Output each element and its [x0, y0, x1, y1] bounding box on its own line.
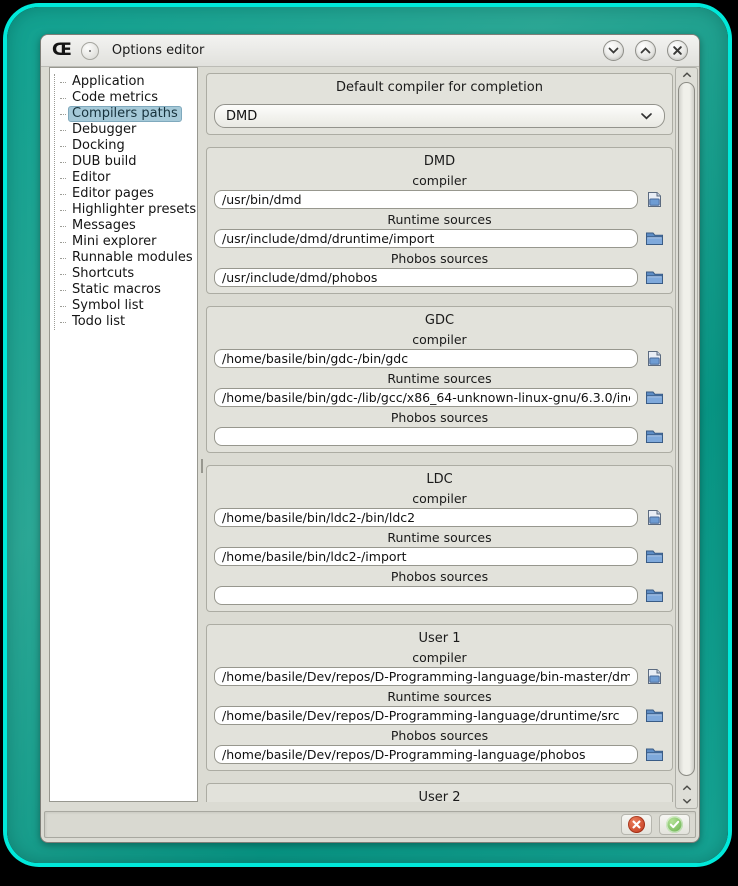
browse-folder-button[interactable]	[644, 427, 665, 446]
cancel-button[interactable]	[621, 814, 652, 835]
sidebar-item-highlighter-presets[interactable]: Highlighter presets	[60, 202, 197, 218]
group-title: DMD	[423, 154, 456, 169]
field-label: compiler	[412, 332, 467, 347]
sidebar-item-static-macros[interactable]: Static macros	[60, 282, 197, 298]
field-label: Phobos sources	[390, 251, 489, 266]
compiler-group-dmd	[206, 147, 673, 294]
folder-icon	[645, 230, 664, 247]
sidebar-item-todo-list[interactable]: Todo list	[60, 314, 197, 330]
field-label: compiler	[412, 491, 467, 506]
field-label: Runtime sources	[387, 371, 492, 386]
titlebar[interactable]	[41, 35, 699, 67]
scroll-down-button[interactable]	[676, 794, 697, 807]
browse-file-button[interactable]	[644, 508, 665, 527]
gdc-compiler-path-input[interactable]	[214, 349, 638, 368]
browse-file-button[interactable]	[644, 667, 665, 686]
sidebar-item-runnable-modules[interactable]: Runnable modules	[60, 250, 197, 266]
chevron-up-icon	[640, 47, 651, 54]
ldc-compiler-path-input[interactable]	[214, 508, 638, 527]
sidebar-item-editor-pages[interactable]: Editor pages	[60, 186, 197, 202]
dmd-compiler-path-input[interactable]	[214, 190, 638, 209]
chevron-up-icon	[682, 72, 692, 78]
sidebar-item-compilers-paths[interactable]: Compilers paths	[60, 106, 197, 122]
category-tree	[54, 74, 197, 330]
sidebar-item-code-metrics[interactable]: Code metrics	[60, 90, 197, 106]
sidebar-item-application[interactable]: Application	[60, 74, 197, 90]
dmd-runtime-sources-input[interactable]	[214, 229, 638, 248]
accept-check-icon	[666, 816, 683, 833]
sidebar-item-debugger[interactable]: Debugger	[60, 122, 197, 138]
browse-file-button[interactable]	[644, 349, 665, 368]
compiler-group-user1	[206, 624, 673, 771]
group-title: LDC	[426, 472, 453, 487]
accept-button[interactable]	[659, 814, 690, 835]
field-label: Runtime sources	[387, 530, 492, 545]
scrollbar-thumb[interactable]	[678, 82, 695, 776]
cancel-cross-icon	[628, 816, 645, 833]
group-title: User 2	[418, 790, 461, 802]
folder-icon	[645, 269, 664, 286]
field-label: Phobos sources	[390, 728, 489, 743]
file-icon	[645, 349, 664, 368]
compiler-group-ldc	[206, 465, 673, 612]
window-controls	[603, 40, 688, 61]
chevron-down-icon	[640, 112, 653, 120]
file-icon	[645, 190, 664, 209]
statusbar	[44, 811, 696, 838]
field-label: Runtime sources	[387, 689, 492, 704]
scroll-up-button-bottom[interactable]	[676, 781, 697, 794]
settings-viewport	[206, 67, 673, 802]
default-compiler-select[interactable]	[214, 104, 665, 128]
chevron-up-icon	[682, 785, 692, 791]
ldc-runtime-sources-input[interactable]	[214, 547, 638, 566]
window-title: Options editor	[111, 43, 205, 58]
sidebar-splitter[interactable]	[198, 67, 206, 802]
dmd-phobos-sources-input[interactable]	[214, 268, 638, 287]
compiler-group-gdc	[206, 306, 673, 453]
combo-value: DMD	[226, 108, 258, 124]
browse-folder-button[interactable]	[644, 586, 665, 605]
user1-runtime-sources-input[interactable]	[214, 706, 638, 725]
folder-icon	[645, 707, 664, 724]
file-icon	[645, 667, 664, 686]
chevron-down-icon	[608, 47, 619, 54]
folder-icon	[645, 746, 664, 763]
compiler-group-user2	[206, 783, 673, 802]
gdc-phobos-sources-input[interactable]	[214, 427, 638, 446]
browse-file-button[interactable]	[644, 190, 665, 209]
folder-icon	[645, 428, 664, 445]
chevron-down-icon	[682, 798, 692, 804]
group-title: Default compiler for completion	[336, 80, 543, 95]
roll-down-button[interactable]	[603, 40, 624, 61]
field-label: compiler	[412, 173, 467, 188]
user1-compiler-path-input[interactable]	[214, 667, 638, 686]
sidebar-item-symbol-list[interactable]: Symbol list	[60, 298, 197, 314]
default-compiler-group	[206, 73, 673, 135]
category-sidebar	[49, 67, 198, 802]
close-button[interactable]	[667, 40, 688, 61]
gdc-runtime-sources-input[interactable]	[214, 388, 638, 407]
scroll-up-button[interactable]	[676, 68, 697, 82]
browse-folder-button[interactable]	[644, 229, 665, 248]
browse-folder-button[interactable]	[644, 547, 665, 566]
user1-phobos-sources-input[interactable]	[214, 745, 638, 764]
main-scrollbar[interactable]	[675, 67, 698, 809]
group-title: User 1	[418, 631, 461, 646]
browse-folder-button[interactable]	[644, 706, 665, 725]
group-title: GDC	[424, 313, 455, 328]
sidebar-item-messages[interactable]: Messages	[60, 218, 197, 234]
folder-icon	[645, 587, 664, 604]
close-icon	[672, 45, 683, 56]
sidebar-item-mini-explorer[interactable]: Mini explorer	[60, 234, 197, 250]
sidebar-item-dub-build[interactable]: DUB build	[60, 154, 197, 170]
field-label: Runtime sources	[387, 212, 492, 227]
browse-folder-button[interactable]	[644, 388, 665, 407]
field-label: Phobos sources	[390, 569, 489, 584]
options-editor-window	[40, 34, 700, 843]
coedit-logo-icon: Œ	[52, 40, 72, 60]
folder-icon	[645, 548, 664, 565]
sidebar-item-docking[interactable]: Docking	[60, 138, 197, 154]
file-icon	[645, 508, 664, 527]
browse-folder-button[interactable]	[644, 268, 665, 287]
field-label: Phobos sources	[390, 410, 489, 425]
sidebar-item-shortcuts[interactable]: Shortcuts	[60, 266, 197, 282]
sidebar-item-editor[interactable]: Editor	[60, 170, 197, 186]
browse-folder-button[interactable]	[644, 745, 665, 764]
window-menu-button[interactable]	[81, 42, 99, 60]
ldc-phobos-sources-input[interactable]	[214, 586, 638, 605]
roll-up-button[interactable]	[635, 40, 656, 61]
field-label: compiler	[412, 650, 467, 665]
folder-icon	[645, 389, 664, 406]
